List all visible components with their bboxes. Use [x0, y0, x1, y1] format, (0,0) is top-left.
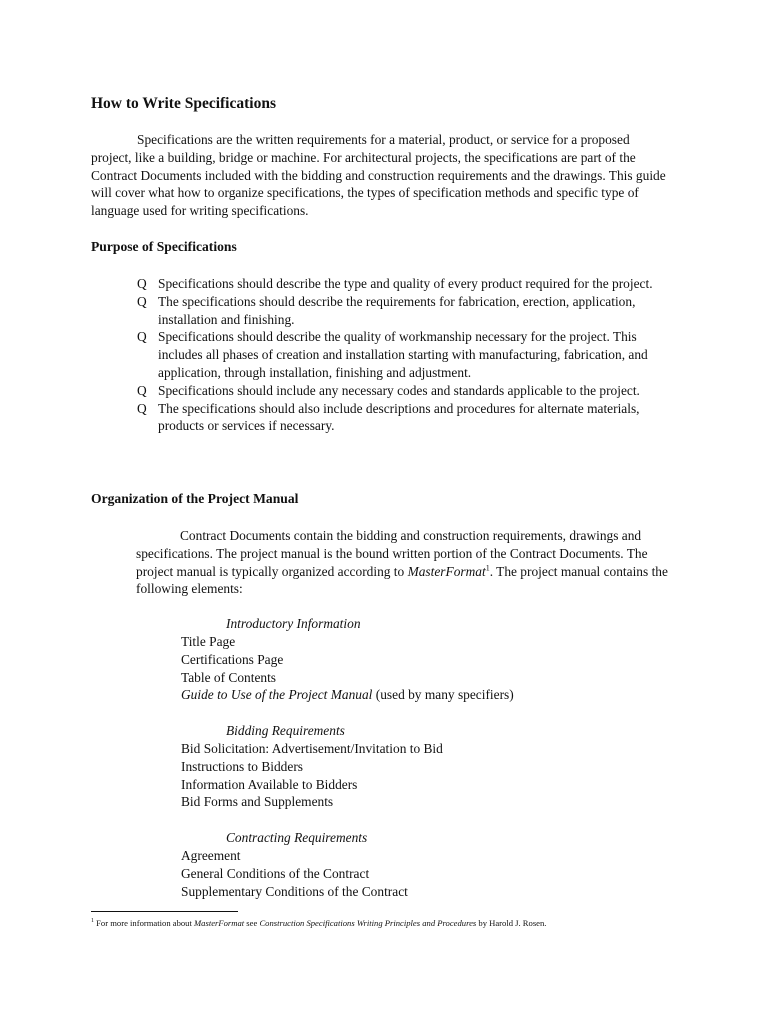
bullet-icon: Q: [137, 293, 147, 309]
contracting-requirements-list: [181, 847, 408, 900]
organization-paragraph: [136, 527, 676, 598]
masterformat-term: MasterFormat: [407, 563, 486, 579]
list-item: Instructions to Bidders: [181, 758, 303, 774]
footnote: [91, 917, 546, 929]
list-item: Table of Contents: [181, 669, 277, 685]
contracting-requirements-title: Contracting Requirements: [226, 830, 368, 845]
organization-heading: Organization of the Project Manual: [91, 491, 299, 506]
bullet-icon: Q: [137, 400, 147, 416]
introductory-information-list: [181, 633, 514, 704]
list-item: [181, 686, 514, 704]
bullet-icon: Q: [137, 276, 147, 291]
organization-text-part1: Contract Documents contain the bidding and construction requirements, drawings and specifications. The project manual is the bound written portion of the Contract Documents. The project manual is typically organized according to: [136, 528, 648, 579]
purpose-item-text: Specifications should include any necessary codes and standards applicable to the project.: [158, 382, 640, 398]
purpose-item: [137, 293, 677, 329]
bullet-icon: Q: [137, 329, 147, 345]
footnote-text: by Harold J. Rosen.: [476, 918, 547, 928]
list-item: Supplementary Conditions of the Contract: [181, 883, 408, 899]
introductory-information-title: Introductory Information: [226, 616, 361, 631]
footnote-reference: 1: [485, 563, 490, 573]
guide-note: (used by many specifiers): [372, 687, 514, 703]
list-item: Agreement: [181, 848, 241, 863]
list-item: Bid Solicitation: Advertisement/Invitation to Bid: [181, 741, 443, 756]
list-item: Certifications Page: [181, 651, 284, 667]
organization-text-part2: . The project manual contains the following elements:: [136, 563, 668, 597]
footnote-number: 1: [91, 918, 94, 925]
purpose-item-text: Specifications should describe the quality of workmanship necessary for the project. This includes all phases of creation and installation starting with manufacturing, fabrication, and application, through installation, finishing and adjustment.: [158, 329, 648, 380]
purpose-item: [137, 382, 677, 400]
purpose-item-text: Specifications should describe the type and quality of every product required for the project.: [158, 276, 653, 291]
intro-paragraph: Specifications are the written requirements for a material, product, or service for a proposed project, like a building, bridge or machine. For architectural projects, the specifications are part of the Contract Documents included with the bidding and construction requirements and the drawings. This guide will cover what how to organize specifications, the types of specification methods and specific type of language used for writing specifications.: [91, 132, 666, 219]
document-title: How to Write Specifications: [91, 95, 276, 112]
guide-title: Guide to Use of the Project Manual: [181, 687, 373, 703]
list-item: Title Page: [181, 634, 236, 649]
bidding-requirements-title: Bidding Requirements: [226, 723, 345, 738]
list-item: Information Available to Bidders: [181, 776, 358, 792]
purpose-item-text: The specifications should also include descriptions and procedures for alternate materials, products or services if necessary.: [158, 400, 640, 434]
purpose-list: [137, 275, 677, 435]
footnote-divider: [91, 911, 238, 912]
footnote-text: For more information about: [94, 918, 195, 928]
purpose-heading: Purpose of Specifications: [91, 239, 237, 254]
footnote-masterformat: MasterFormat: [194, 918, 245, 928]
list-item: General Conditions of the Contract: [181, 865, 370, 881]
bullet-icon: Q: [137, 382, 147, 398]
footnote-text: see: [244, 918, 260, 928]
bidding-requirements-list: [181, 740, 443, 811]
list-item: Bid Forms and Supplements: [181, 794, 334, 810]
purpose-item: [137, 400, 677, 436]
footnote-book-title: Construction Specifications Writing Principles and Procedures: [259, 918, 477, 928]
purpose-item-text: The specifications should describe the requirements for fabrication, erection, application, installation and finishing.: [158, 293, 636, 327]
purpose-item: [137, 275, 677, 293]
purpose-item: [137, 328, 677, 381]
